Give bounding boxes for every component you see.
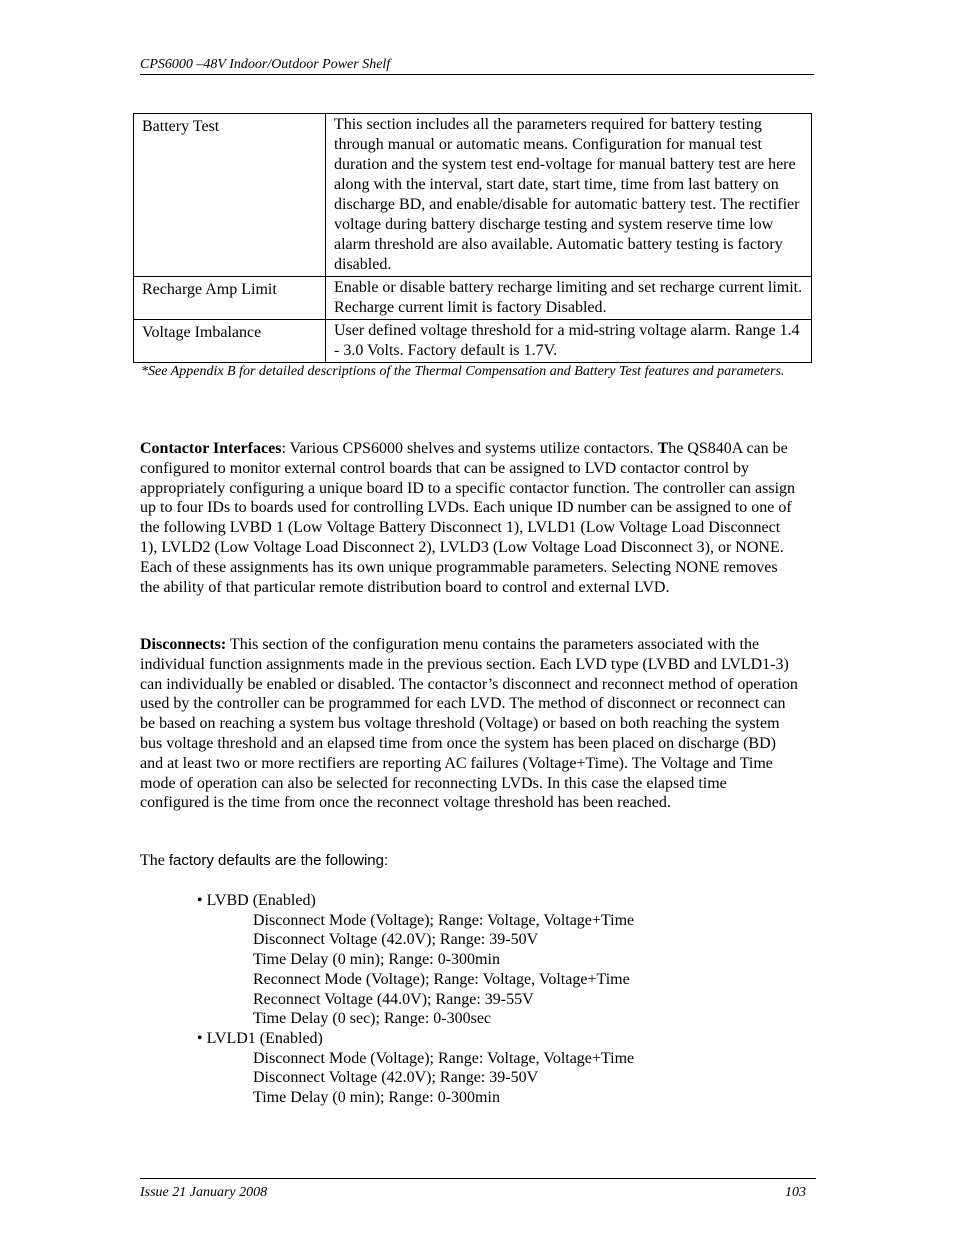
- param-name: Battery Test: [134, 114, 326, 277]
- list-item: Disconnect Mode (Voltage); Range: Voltage, Voltage+Time: [253, 911, 635, 929]
- list-item: Reconnect Voltage (44.0V); Range: 39-55V: [253, 990, 534, 1008]
- list-item: Reconnect Mode (Voltage); Range: Voltage, Voltage+Time: [253, 970, 630, 988]
- contactor-heading: Contactor Interfaces: [140, 440, 282, 457]
- list-item: Time Delay (0 sec); Range: 0-300sec: [253, 1010, 492, 1028]
- lead-rest: s are the following:: [263, 852, 389, 869]
- footer-issue: Issue 21 January 2008: [140, 1185, 268, 1200]
- disconnects-body: This section of the configuration menu contains the parameters associated with the individual function assignments made in the previous section. Each LVD type (LVBD and LVLD1-3) can individually be enabled or disabled. The contactor’s disconnect and reconnect method of operation used by the controller can be programmed for each LVD. The method of disconnect or reconnect can be based on reaching a system bus voltage threshold (Voltage) or based on both reaching the system bus voltage threshold and an elapsed time from once the system has been placed on discharge (BD) and at least two or more rectifiers are reporting AC failures (Voltage+Time). The Voltage and Time mode of operation can also be selected for reconnecting LVDs. In this case the elapsed time configured is the time from once the reconnect voltage threshold has been reached.: [140, 636, 798, 812]
- running-header: [140, 56, 814, 75]
- contactor-sep: : Various CPS6000 shelves and systems utilize contactors.: [281, 440, 658, 457]
- param-description: This section includes all the parameters required for battery testing through manual or automatic means. Configuration for manual test duration and the system test end-voltage for manual battery test are here along with the interval, start date, start time, time from last battery on discharge BD, and enable/disable for automatic battery test. The rectifier voltage during battery discharge testing and system reserve time low alarm threshold are also available. Automatic battery testing is factory disabled.: [326, 114, 812, 277]
- list-item: Disconnect Mode (Voltage); Range: Voltage, Voltage+Time: [253, 1049, 635, 1067]
- defaults-list: [197, 891, 634, 1108]
- lead-sans: factory default: [168, 852, 264, 869]
- lead-serif: The: [140, 852, 169, 869]
- disconnects-heading: Disconnects:: [140, 636, 227, 653]
- running-footer: [140, 1178, 816, 1201]
- param-description: User defined voltage threshold for a mid-string voltage alarm. Range 1.4 - 3.0 Volts. Factory default is 1.7V.: [326, 320, 812, 363]
- factory-defaults-lead: [140, 851, 800, 871]
- page-number: 103: [785, 1185, 806, 1200]
- header-title: CPS6000 –48V Indoor/Outdoor Power Shelf: [140, 57, 391, 72]
- disconnects-paragraph: [140, 635, 800, 813]
- list-item: Time Delay (0 min); Range: 0-300min: [253, 951, 500, 969]
- param-description: Enable or disable battery recharge limiting and set recharge current limit. Recharge current limit is factory Disabled.: [326, 277, 812, 320]
- contactor-bold-t: T: [657, 440, 669, 457]
- contactor-body: he QS840A can be configured to monitor external control boards that can be assigned to LVD contactor control by appropriately configuring a unique board ID to a specific contactor function. The controller can assign up to four IDs to boards used for controlling LVDs. Each unique ID number can be assigned to one of the following LVBD 1 (Low Voltage Battery Disconnect 1), LVLD1 (Low Voltage Load Disconnect 1), LVLD2 (Low Voltage Load Disconnect 2), LVLD3 (Low Voltage Load Disconnect 3), or NONE. Each of these assignments has its own unique programmable parameters. Selecting NONE removes the ability of that particular remote distribution board to control and external LVD.: [140, 440, 796, 596]
- table-row: [134, 114, 812, 277]
- list-item-lvbd: • LVBD (Enabled): [197, 892, 316, 909]
- table-row: [134, 277, 812, 320]
- table-footnote: *See Appendix B for detailed descriptions of the Thermal Compensation and Battery Test features and parameters.: [141, 364, 785, 379]
- list-item: Disconnect Voltage (42.0V); Range: 39-50V: [253, 931, 539, 949]
- param-name: Recharge Amp Limit: [134, 277, 326, 320]
- list-item: Time Delay (0 min); Range: 0-300min: [253, 1089, 500, 1107]
- list-item-lvld1: • LVLD1 (Enabled): [197, 1029, 323, 1047]
- list-item: Disconnect Voltage (42.0V); Range: 39-50V: [253, 1069, 539, 1087]
- parameters-table: [133, 113, 812, 363]
- contactor-interfaces-paragraph: [140, 439, 800, 597]
- param-name: Voltage Imbalance: [134, 320, 326, 363]
- table-row: [134, 320, 812, 363]
